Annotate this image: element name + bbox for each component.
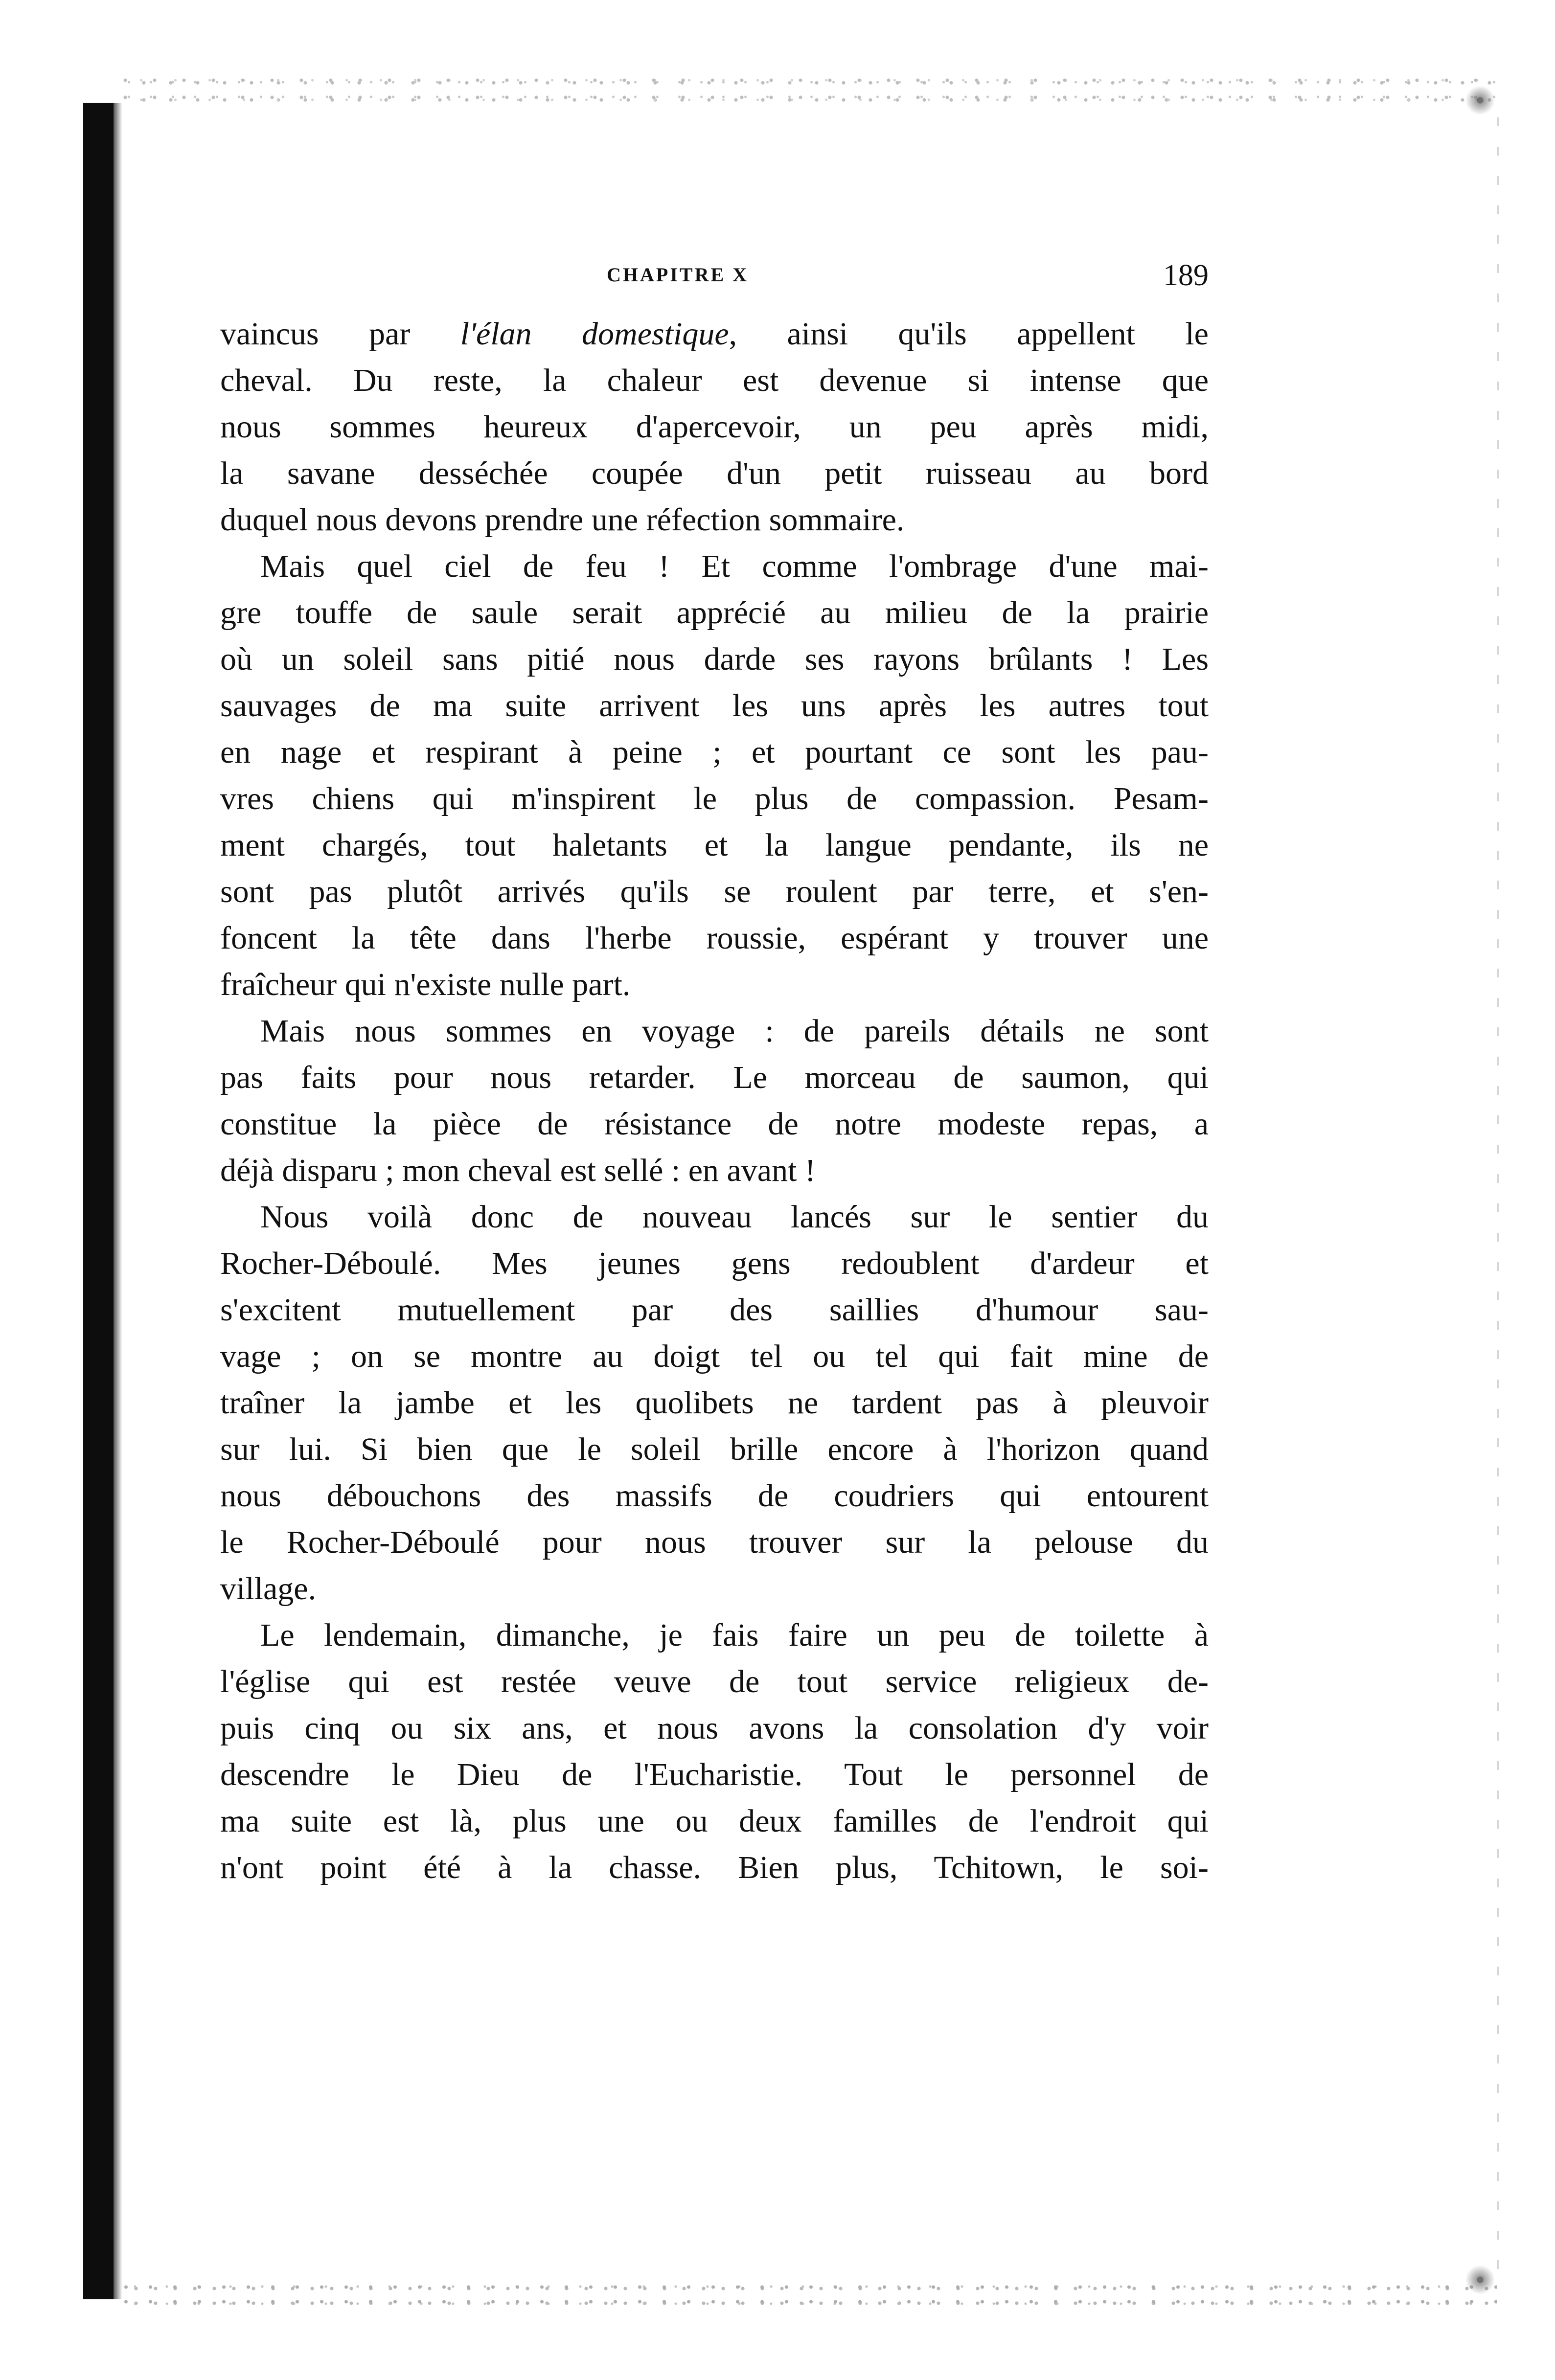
text-line: Mais quel ciel de feu ! Et comme l'ombrage d'une mai- [260,548,1209,584]
paragraph [220,311,1209,543]
body-text [220,311,1209,1891]
text-line: Nous voilà donc de nouveau lancés sur le sentier du [260,1199,1209,1235]
text-line [220,311,1209,357]
text-line: village. [220,1571,317,1607]
text-line: sont pas plutôt arrivés qu'ils se roulent par terre, et s'en- [220,874,1209,909]
text-line: descendre le Dieu de l'Eucharistie. Tout le personnel de [220,1757,1209,1792]
text-line: vage ; on se montre au doigt tel ou tel qui fait mine de [220,1338,1209,1374]
paragraph [220,1612,1209,1891]
paragraph [220,1008,1209,1194]
text-line: Rocher-Déboulé. Mes jeunes gens redoublent d'ardeur et [220,1246,1209,1281]
page-number: 189 [1163,259,1209,292]
text-line: déjà disparu ; mon cheval est sellé : en avant ! [220,1153,816,1188]
italic-phrase: l'élan domestique [460,316,729,352]
page-right-edge [1497,117,1499,2270]
text-line: constitue la pièce de résistance de notre modeste repas, a [220,1106,1209,1142]
binding-shadow-fade [114,103,122,2299]
scan-noise-top [122,73,1497,108]
text-line: pas faits pour nous retarder. Le morceau de saumon, qui [220,1060,1209,1095]
text-line: foncent la tête dans l'herbe roussie, espérant y trouver une [220,920,1209,956]
text-line: gre touffe de saule serait apprécié au milieu de la prairie [220,595,1209,631]
chapter-title: CHAPITRE X [607,264,749,286]
text-line: Le lendemain, dimanche, je fais faire un peu de toilette à [260,1617,1209,1653]
binding-shadow [83,103,114,2299]
text-line: le Rocher-Déboulé pour nous trouver sur la pelouse du [220,1524,1209,1560]
text-line: puis cinq ou six ans, et nous avons la consolation d'y voir [220,1710,1209,1746]
text-line: Mais nous sommes en voyage : de pareils détails ne sont [260,1013,1209,1049]
scan-noise-bottom [122,2280,1497,2314]
text-fragment: , ainsi qu'ils appellent le [729,316,1209,352]
scan-speck-top-right [1463,81,1497,120]
text-line: s'excitent mutuellement par des saillies d'humour sau- [220,1292,1209,1328]
text-line: duquel nous devons prendre une réfection sommaire. [220,502,905,538]
text-line: en nage et respirant à peine ; et pourtant ce sont les pau- [220,734,1209,770]
paragraph [220,543,1209,1008]
text-line: vres chiens qui m'inspirent le plus de compassion. Pesam- [220,781,1209,816]
text-line: nous débouchons des massifs de coudriers qui entourent [220,1478,1209,1514]
running-head [220,258,1209,293]
text-line: traîner la jambe et les quolibets ne tardent pas à pleuvoir [220,1385,1209,1421]
scan-speck-bottom-right [1463,2260,1497,2299]
text-line: ment chargés, tout haletants et la langue pendante, ils ne [220,827,1209,863]
text-line: où un soleil sans pitié nous darde ses rayons brûlants ! Les [220,641,1209,677]
text-line: l'église qui est restée veuve de tout service religieux de- [220,1664,1209,1700]
text-line: cheval. Du reste, la chaleur est devenue si intense que [220,363,1209,398]
text-line: la savane desséchée coupée d'un petit ruisseau au bord [220,455,1209,491]
text-line: sur lui. Si bien que le soleil brille encore à l'horizon quand [220,1431,1209,1467]
text-line: ma suite est là, plus une ou deux familles de l'endroit qui [220,1803,1209,1839]
text-line: fraîcheur qui n'existe nulle part. [220,967,631,1002]
text-fragment: vaincus par [220,316,460,352]
text-line: sauvages de ma suite arrivent les uns après les autres tout [220,688,1209,724]
paragraph [220,1194,1209,1612]
text-line: nous sommes heureux d'apercevoir, un peu après midi, [220,409,1209,445]
text-line: n'ont point été à la chasse. Bien plus, Tchitown, le soi- [220,1850,1209,1885]
